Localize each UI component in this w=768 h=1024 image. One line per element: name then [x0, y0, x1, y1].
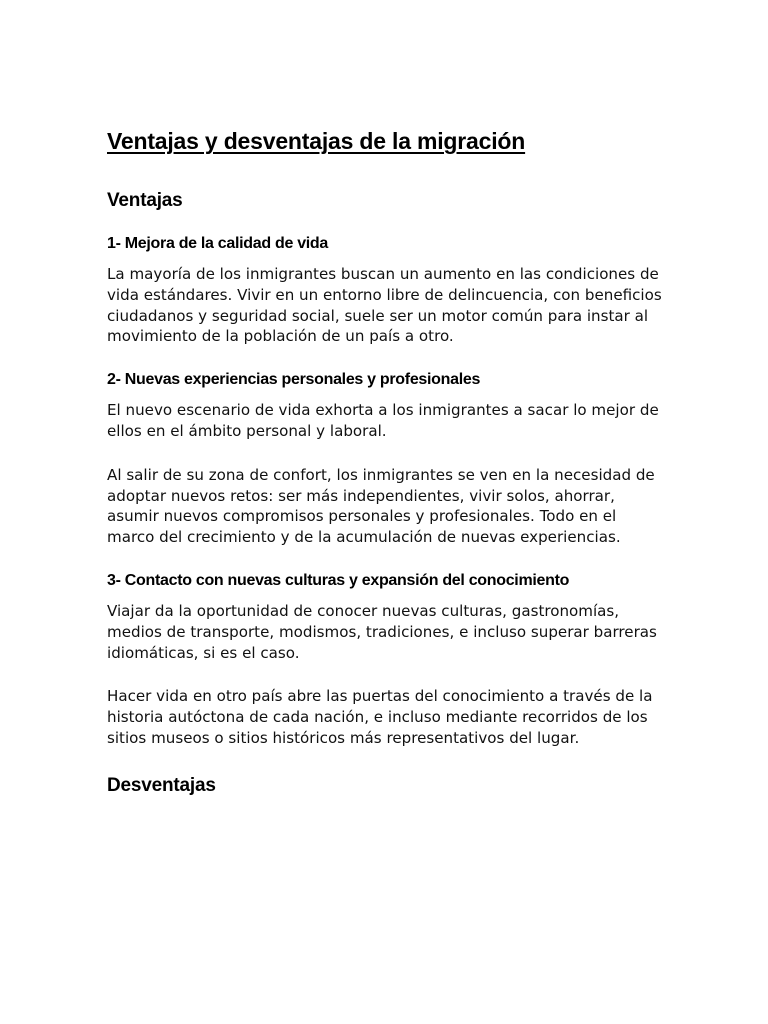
document-title: Ventajas y desventajas de la migración	[107, 128, 526, 154]
item-heading-1: 1- Mejora de la calidad de vida	[107, 235, 329, 252]
document-body	[107, 125, 667, 799]
item-3-paragraph-1: Viajar da la oportunidad de conocer nuevas culturas, gastronomías, medios de transporte, modismos, tradiciones, e incluso superar barreras idiomáticas, si es el caso.	[107, 601, 657, 662]
section-heading-desventajas: Desventajas	[107, 774, 216, 796]
item-1-paragraph-1: La mayoría de los inmigrantes buscan un aumento en las condiciones de vida estándares. Vivir en un entorno libre de delincuencia, con beneficios ciudadanos y seguridad social, suele ser un motor común para instar al movimiento de la población de un país a otro.	[107, 265, 662, 346]
section-heading-ventajas: Ventajas	[107, 190, 183, 211]
item-3-paragraph-2: Hacer vida en otro país abre las puertas del conocimiento a través de la historia autóctona de cada nación, e incluso mediante recorridos de los sitios museos o sitios históricos más representativos del lugar.	[107, 687, 653, 747]
item-heading-3: 3- Contacto con nuevas culturas y expansión del conocimiento	[107, 571, 570, 589]
item-2-paragraph-1: El nuevo escenario de vida exhorta a los inmigrantes a sacar lo mejor de ellos en el ámbito personal y laboral.	[107, 401, 659, 440]
item-heading-2: 2- Nuevas experiencias personales y profesionales	[107, 371, 481, 389]
item-2-paragraph-2: Al salir de su zona de confort, los inmigrantes se ven en la necesidad de adoptar nuevos retos: ser más independientes, vivir solos, ahorrar, asumir nuevos compromisos personales y profesionales. Todo en el marco del crecimiento y de la acumulación de nuevas experiencias.	[107, 465, 655, 547]
